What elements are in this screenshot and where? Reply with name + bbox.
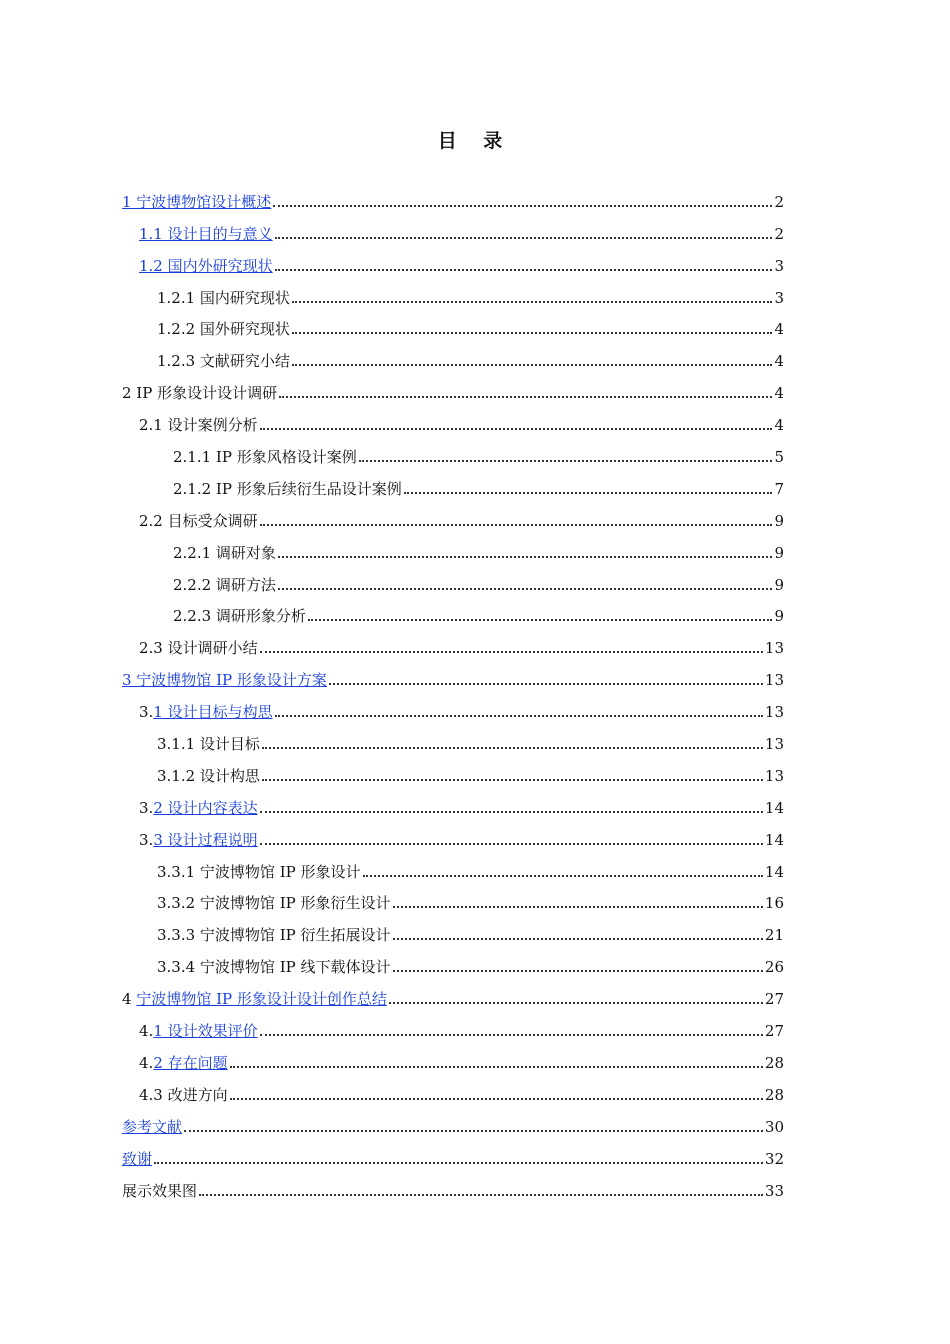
toc-entry[interactable] — [122, 1137, 784, 1169]
dot-leader — [260, 1034, 763, 1036]
dot-leader — [279, 396, 772, 398]
page-number: 21 — [764, 926, 784, 945]
dot-leader — [389, 1002, 763, 1004]
toc-label: 2.1.2 IP 形象后续衍生品设计案例 — [173, 479, 402, 498]
toc-title: 目 录 — [437, 130, 513, 152]
page-number: 28 — [764, 1053, 784, 1072]
toc-entry[interactable] — [122, 626, 784, 658]
toc-label: 4.1 设计效果评价 — [139, 1022, 258, 1041]
toc-label: 3.3.4 宁波博物馆 IP 线下载体设计 — [157, 958, 391, 977]
toc-entry[interactable] — [122, 244, 784, 276]
toc-label: 2 IP 形象设计设计调研 — [122, 384, 278, 403]
dot-leader — [393, 906, 763, 908]
page-number: 2 — [774, 224, 784, 243]
toc-link[interactable]: 1 设计效果评价 — [153, 1022, 258, 1041]
page-number: 7 — [774, 479, 784, 498]
toc-label: 2.2 目标受众调研 — [139, 511, 258, 530]
toc-label: 1.2.1 国内研究现状 — [157, 288, 290, 307]
toc-label — [122, 1117, 182, 1137]
page-number: 4 — [774, 352, 784, 371]
toc-entry[interactable] — [122, 499, 784, 531]
toc-label: 3.1.2 设计构思 — [157, 766, 260, 785]
page-number: 14 — [764, 798, 784, 817]
toc-entry[interactable] — [122, 850, 784, 882]
toc-link[interactable]: 1.2 国内外研究现状 — [139, 256, 273, 275]
dot-leader — [184, 1130, 763, 1132]
toc-label — [122, 192, 271, 212]
toc-entry[interactable] — [122, 531, 784, 563]
dot-leader — [278, 588, 773, 590]
toc-label: 3.3.1 宁波博物馆 IP 形象设计 — [157, 862, 361, 881]
dot-leader — [262, 779, 763, 781]
page-number: 5 — [774, 448, 784, 467]
page-number: 3 — [774, 288, 784, 307]
toc-entry[interactable] — [122, 1169, 784, 1201]
page-number: 27 — [764, 990, 784, 1009]
page-number: 26 — [764, 958, 784, 977]
page-number: 16 — [764, 894, 784, 913]
dot-leader — [292, 332, 773, 334]
dot-leader — [292, 364, 773, 366]
toc-entry[interactable] — [122, 690, 784, 722]
toc-label: 1.2.3 文献研究小结 — [157, 352, 290, 371]
toc-label: 3.2 设计内容表达 — [139, 798, 258, 817]
dot-leader — [359, 460, 773, 462]
dot-leader — [154, 1162, 763, 1164]
dot-leader — [329, 683, 763, 685]
toc-label: 展示效果图 — [122, 1181, 198, 1200]
page-number: 9 — [774, 607, 784, 626]
toc-link[interactable]: 致谢 — [122, 1149, 153, 1168]
toc-entry[interactable] — [122, 180, 784, 212]
table-of-contents — [122, 180, 784, 1201]
toc-entry[interactable] — [122, 1009, 784, 1041]
page-number: 13 — [764, 766, 784, 785]
toc-label — [139, 256, 273, 276]
toc-entry[interactable] — [122, 722, 784, 754]
dot-leader — [260, 524, 773, 526]
toc-entry[interactable] — [122, 467, 784, 499]
toc-label: 3.1 设计目标与构思 — [139, 703, 273, 722]
toc-label: 2.1.1 IP 形象风格设计案例 — [173, 448, 357, 467]
toc-entry[interactable] — [122, 818, 784, 850]
toc-link[interactable]: 3 设计过程说明 — [153, 830, 258, 849]
toc-entry[interactable] — [122, 1073, 784, 1105]
toc-link[interactable]: 1 设计目标与构思 — [153, 703, 273, 722]
dot-leader — [199, 1194, 763, 1196]
page-number: 14 — [764, 830, 784, 849]
page-number: 2 — [774, 192, 784, 211]
dot-leader — [275, 237, 773, 239]
toc-entry[interactable] — [122, 786, 784, 818]
dot-leader — [393, 938, 763, 940]
toc-label: 3.3 设计过程说明 — [139, 830, 258, 849]
toc-entry[interactable] — [122, 308, 784, 340]
page-number: 32 — [764, 1149, 784, 1168]
toc-entry[interactable] — [122, 212, 784, 244]
toc-label: 2.3 设计调研小结 — [139, 639, 258, 658]
page-number: 13 — [764, 671, 784, 690]
toc-entry[interactable] — [122, 658, 784, 690]
toc-link[interactable]: 2 存在问题 — [153, 1053, 228, 1072]
toc-link[interactable]: 1 宁波博物馆设计概述 — [122, 192, 272, 211]
dot-leader — [404, 492, 773, 494]
dot-leader — [292, 301, 773, 303]
dot-leader — [393, 970, 763, 972]
page-number: 13 — [764, 703, 784, 722]
toc-label: 4.3 改进方向 — [139, 1085, 228, 1104]
toc-label: 3.1.1 设计目标 — [157, 735, 260, 754]
page-number: 9 — [774, 511, 784, 530]
toc-link[interactable]: 参考文献 — [122, 1117, 183, 1136]
page-number: 9 — [774, 575, 784, 594]
toc-entry[interactable] — [122, 403, 784, 435]
toc-label — [122, 1149, 152, 1169]
page-number: 28 — [764, 1085, 784, 1104]
dot-leader — [230, 1066, 763, 1068]
page-number: 9 — [774, 543, 784, 562]
dot-leader — [262, 747, 763, 749]
toc-entry[interactable] — [122, 371, 784, 403]
toc-entry[interactable] — [122, 913, 784, 945]
toc-entry[interactable] — [122, 882, 784, 914]
toc-entry[interactable] — [122, 754, 784, 786]
toc-entry[interactable] — [122, 276, 784, 308]
toc-entry[interactable] — [122, 563, 784, 595]
toc-entry[interactable] — [122, 945, 784, 977]
dot-leader — [275, 269, 773, 271]
toc-entry[interactable] — [122, 339, 784, 371]
toc-label: 1.2.2 国外研究现状 — [157, 320, 290, 339]
page-number: 13 — [764, 735, 784, 754]
toc-label: 4.2 存在问题 — [139, 1053, 228, 1072]
dot-leader — [363, 875, 763, 877]
toc-label: 2.2.2 调研方法 — [173, 575, 276, 594]
toc-label: 4 宁波博物馆 IP 形象设计设计创作总结 — [122, 990, 387, 1009]
dot-leader — [308, 619, 773, 621]
toc-entry[interactable] — [122, 1041, 784, 1073]
page-number: 30 — [764, 1117, 784, 1136]
toc-entry[interactable] — [122, 595, 784, 627]
toc-link[interactable]: 宁波博物馆 IP 形象设计设计创作总结 — [136, 990, 387, 1009]
toc-link[interactable]: 2 设计内容表达 — [153, 798, 258, 817]
dot-leader — [260, 428, 773, 430]
toc-link[interactable]: 3 宁波博物馆 IP 形象设计方案 — [122, 671, 327, 690]
dot-leader — [260, 843, 763, 845]
dot-leader — [273, 205, 772, 207]
dot-leader — [230, 1098, 763, 1100]
page-number: 13 — [764, 639, 784, 658]
dot-leader — [260, 651, 763, 653]
toc-label: 3.3.3 宁波博物馆 IP 衍生拓展设计 — [157, 926, 391, 945]
page-number: 33 — [764, 1181, 784, 1200]
toc-label: 2.2.1 调研对象 — [173, 543, 276, 562]
page-number: 14 — [764, 862, 784, 881]
page-number: 4 — [774, 416, 784, 435]
dot-leader — [278, 556, 773, 558]
toc-label — [122, 670, 327, 690]
page-number: 3 — [774, 256, 784, 275]
toc-entry[interactable] — [122, 977, 784, 1009]
dot-leader — [275, 715, 763, 717]
toc-label: 2.2.3 调研形象分析 — [173, 607, 306, 626]
toc-link[interactable]: 1.1 设计目的与意义 — [139, 224, 273, 243]
page-number: 4 — [774, 320, 784, 339]
toc-label: 2.1 设计案例分析 — [139, 416, 258, 435]
dot-leader — [260, 811, 763, 813]
toc-label: 3.3.2 宁波博物馆 IP 形象衍生设计 — [157, 894, 391, 913]
toc-label — [139, 224, 273, 244]
page-number: 4 — [774, 384, 784, 403]
toc-entry[interactable] — [122, 435, 784, 467]
page-number: 27 — [764, 1022, 784, 1041]
toc-entry[interactable] — [122, 1105, 784, 1137]
